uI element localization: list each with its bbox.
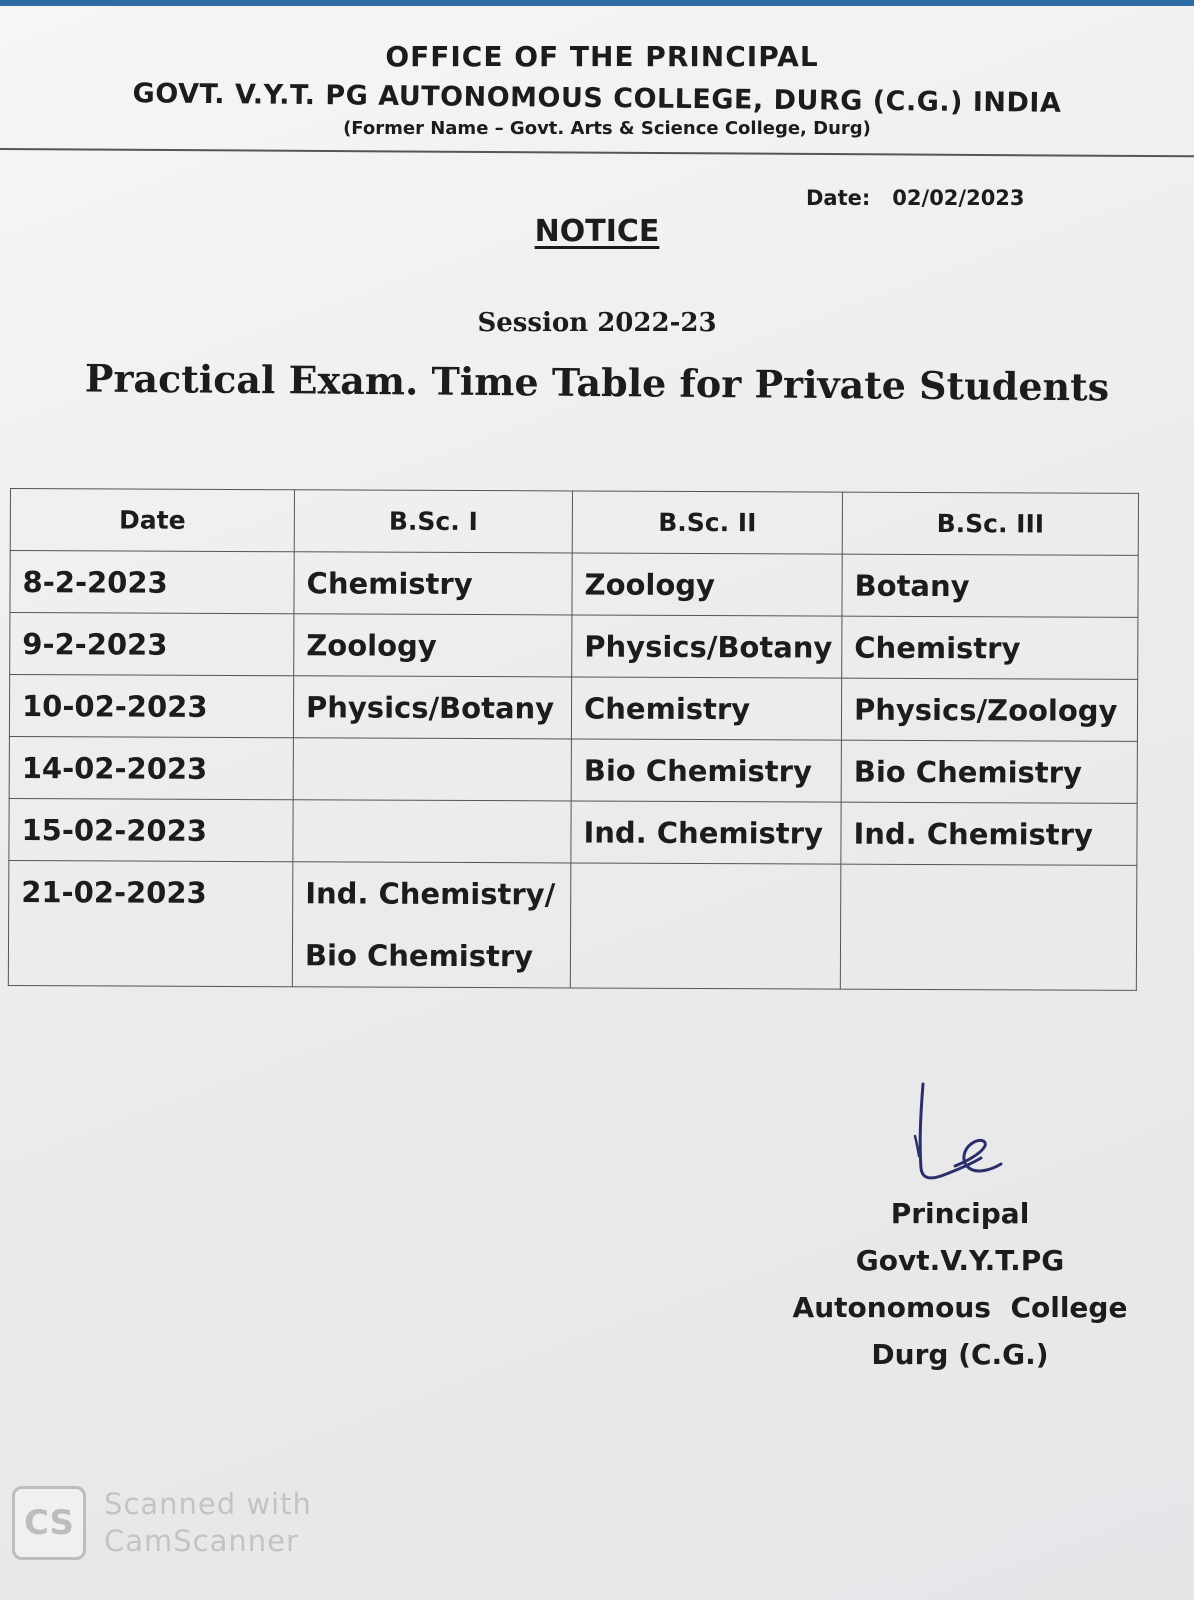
- table-row: [9, 736, 1137, 803]
- college-name: GOVT. V.Y.T. PG AUTONOMOUS COLLEGE, DURG (C.G.) INDIA: [132, 78, 1062, 119]
- bsc2-cell: Chemistry: [571, 677, 841, 740]
- bsc1-cell: [293, 800, 571, 863]
- signatory-title: Principal: [890, 1197, 1030, 1230]
- table-header-row: [10, 489, 1138, 556]
- bsc3-cell: Chemistry: [842, 616, 1138, 679]
- date-label: Date:: [806, 186, 871, 210]
- notice-heading: NOTICE: [534, 214, 660, 249]
- column-header-bsc1: B.Sc. I: [294, 490, 572, 553]
- session-label: Session 2022-23: [477, 308, 717, 338]
- table-row: [10, 613, 1138, 680]
- bsc1-cell: Chemistry: [294, 552, 572, 615]
- watermark-line: Scanned with: [104, 1487, 312, 1521]
- top-edge-strip: [0, 0, 1194, 6]
- bsc1-cell-line: Bio Chemistry: [304, 938, 534, 974]
- column-header-bsc3: B.Sc. III: [842, 492, 1138, 555]
- bsc1-cell: Physics/Botany: [293, 676, 571, 739]
- column-header-date: Date: [10, 489, 294, 552]
- bsc2-cell: Bio Chemistry: [571, 739, 841, 802]
- table-row: [9, 798, 1137, 865]
- watermark-text: [104, 1486, 312, 1560]
- camscanner-logo-icon: CS: [12, 1486, 86, 1560]
- watermark-line: CamScanner: [104, 1524, 299, 1558]
- bsc2-cell: Physics/Botany: [572, 615, 842, 678]
- date-cell: 9-2-2023: [10, 613, 294, 676]
- bsc1-cell: [292, 862, 571, 988]
- bsc2-cell: [570, 863, 841, 989]
- bsc3-cell: Botany: [842, 554, 1138, 617]
- former-name: (Former Name – Govt. Arts & Science College, Durg): [343, 118, 871, 139]
- letterhead: [0, 40, 1194, 139]
- bsc1-cell: Zoology: [294, 614, 572, 677]
- bsc3-cell: [840, 864, 1137, 990]
- bsc1-cell: [293, 738, 571, 801]
- bsc2-cell: Ind. Chemistry: [571, 801, 841, 864]
- table-row: [9, 675, 1137, 742]
- office-title: OFFICE OF THE PRINCIPAL: [385, 40, 819, 73]
- signatory-line: Govt.V.Y.T.PG: [855, 1244, 1065, 1277]
- signatory-line: Durg (C.G.): [871, 1338, 1049, 1371]
- bsc3-cell: Bio Chemistry: [841, 740, 1137, 803]
- table-row: [10, 551, 1138, 618]
- date-cell: 15-02-2023: [9, 798, 293, 861]
- column-header-bsc2: B.Sc. II: [572, 491, 842, 554]
- bsc1-cell-line: Ind. Chemistry/: [305, 876, 556, 912]
- date-cell: 14-02-2023: [9, 736, 293, 799]
- date-cell: 21-02-2023: [8, 860, 293, 986]
- principal-signature-icon: [885, 1080, 1015, 1190]
- timetable: [8, 488, 1138, 991]
- notice-date: [806, 186, 1025, 210]
- table-row: [8, 860, 1137, 990]
- timetable-table: [8, 488, 1139, 991]
- bsc3-cell: Ind. Chemistry: [841, 802, 1137, 865]
- signature-block: [790, 1080, 1130, 1378]
- date-cell: 10-02-2023: [9, 675, 293, 738]
- camscanner-watermark: [12, 1486, 312, 1560]
- bsc3-cell: Physics/Zoology: [841, 678, 1137, 741]
- header-divider: [0, 148, 1194, 157]
- document-title: Practical Exam. Time Table for Private Students: [84, 355, 1110, 410]
- date-cell: 8-2-2023: [10, 551, 294, 614]
- bsc2-cell: Zoology: [572, 553, 842, 616]
- signatory-line: Autonomous College: [792, 1291, 1128, 1324]
- date-value: 02/02/2023: [892, 186, 1025, 210]
